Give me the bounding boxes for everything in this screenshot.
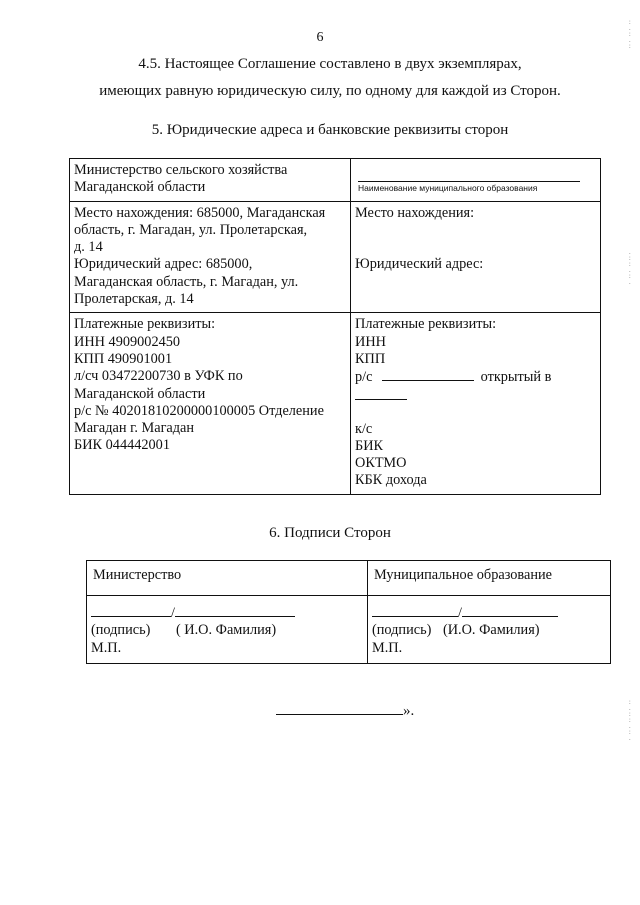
ministry-address-line: Магаданская область, г. Магадан, ул. xyxy=(74,273,299,290)
paragraph-4-5-line2: имеющих равную юридическую силу, по одному для каждой из Сторон. xyxy=(99,83,561,99)
ministry-requisite-line: КПП 490901001 xyxy=(74,350,173,367)
ministry-name-line2: Магаданской области xyxy=(74,179,206,196)
section-5-heading: 5. Юридические адреса и банковские реквизиты сторон xyxy=(151,122,509,138)
municipality-ks-label: к/с xyxy=(355,420,373,437)
municipality-signature-captions xyxy=(372,622,606,639)
ministry-name-cell xyxy=(70,159,351,202)
ministry-address-line: область, г. Магадан, ул. Пролетарская, xyxy=(74,221,308,238)
ministry-seal-label: М.П. xyxy=(91,639,122,656)
ministry-signature-slash: / xyxy=(171,605,175,621)
municipality-signature-cell xyxy=(368,596,611,664)
municipality-signature-slash: / xyxy=(458,605,462,621)
municipality-inn-label: ИНН xyxy=(355,333,386,350)
municipality-requisites-cell xyxy=(351,313,601,494)
municipality-kbk-label: КБК дохода xyxy=(355,472,427,489)
paragraph-4-5-line1: 4.5. Настоящее Соглашение составлено в двух экземплярах, xyxy=(138,56,522,72)
ministry-signature-header: Министерство xyxy=(87,561,368,596)
municipality-sign-label: (подпись) xyxy=(372,622,432,639)
ministry-name-line1: Министерство сельского хозяйства xyxy=(74,162,288,178)
ministry-requisite-line: ИНН 4909002450 xyxy=(74,333,181,350)
municipality-opened-in-label: открытый в xyxy=(480,369,552,386)
ministry-requisite-line: Платежные реквизиты: xyxy=(74,316,216,333)
ministry-name-blank xyxy=(175,604,295,617)
municipality-name-label: (И.О. Фамилия) xyxy=(442,622,540,639)
municipality-kpp-label: КПП xyxy=(355,350,386,367)
municipality-seal-label: М.П. xyxy=(372,639,403,656)
ministry-requisite-line: л/сч 03472200730 в УФК по xyxy=(74,368,243,385)
municipality-name-caption: Наименование муниципального образования xyxy=(358,183,538,193)
ministry-requisite-line: Магадан г. Магадан xyxy=(74,420,195,437)
ministry-signature-cell xyxy=(87,596,368,664)
municipality-rs-label: р/с xyxy=(355,369,373,386)
ministry-address-line: Юридический адрес: 685000, xyxy=(74,256,253,273)
requisites-table xyxy=(69,158,601,495)
ministry-address-line: д. 14 xyxy=(74,239,103,256)
requisites-row xyxy=(70,313,601,494)
municipality-oktmo-label: ОКТМО xyxy=(355,455,407,472)
page-number: 6 xyxy=(316,30,324,45)
closing-line xyxy=(276,700,414,720)
municipality-signature-header: Муниципальное образование xyxy=(368,561,611,596)
ministry-name-label: ( И.О. Фамилия) xyxy=(175,622,277,639)
bank-blank xyxy=(355,387,407,400)
scan-margin-noise-top: : . : . : xyxy=(628,19,632,50)
ministry-address-cell xyxy=(70,201,351,313)
municipality-name-blank xyxy=(358,181,580,182)
rs-blank xyxy=(382,368,474,381)
ministry-sign-label: (подпись) xyxy=(91,622,151,639)
municipality-legal-address-label: Юридический адрес: xyxy=(355,256,484,273)
ministry-requisite-line: БИК 044442001 xyxy=(74,437,170,454)
municipality-signature-line xyxy=(372,604,606,622)
address-row xyxy=(70,201,601,313)
signatures-table xyxy=(86,560,611,664)
closing-blank xyxy=(276,700,403,715)
municipality-address-cell xyxy=(351,201,601,313)
ministry-address-line: Пролетарская, д. 14 xyxy=(74,291,194,308)
ministry-requisite-line: р/с № 40201810200000100005 Отделение xyxy=(74,402,324,419)
municipality-rs-line xyxy=(355,368,596,386)
bank-blank-line xyxy=(355,387,596,404)
municipality-name-cell xyxy=(351,159,601,202)
section-6-heading: 6. Подписи Сторон xyxy=(269,525,391,541)
municipality-name-blank xyxy=(462,604,558,617)
municipality-requisites-title: Платежные реквизиты: xyxy=(355,316,497,333)
ministry-signature-blank xyxy=(91,604,171,617)
requisites-header-row xyxy=(70,159,601,202)
scan-margin-noise-bottom: : . : : . : . xyxy=(628,699,632,742)
ministry-requisites-cell xyxy=(70,313,351,494)
scan-margin-noise-middle: . : : . : . xyxy=(628,249,632,286)
signatures-header-row xyxy=(87,561,611,596)
ministry-signature-captions xyxy=(91,622,363,639)
ministry-requisite-line: Магаданской области xyxy=(74,385,206,402)
signatures-body-row xyxy=(87,596,611,664)
municipality-bik-label: БИК xyxy=(355,437,384,454)
closing-quote: ». xyxy=(403,703,415,719)
ministry-address-line: Место нахождения: 685000, Магаданская xyxy=(74,204,326,221)
ministry-signature-line xyxy=(91,604,363,622)
municipality-location-label: Место нахождения: xyxy=(355,204,475,221)
municipality-signature-blank xyxy=(372,604,458,617)
